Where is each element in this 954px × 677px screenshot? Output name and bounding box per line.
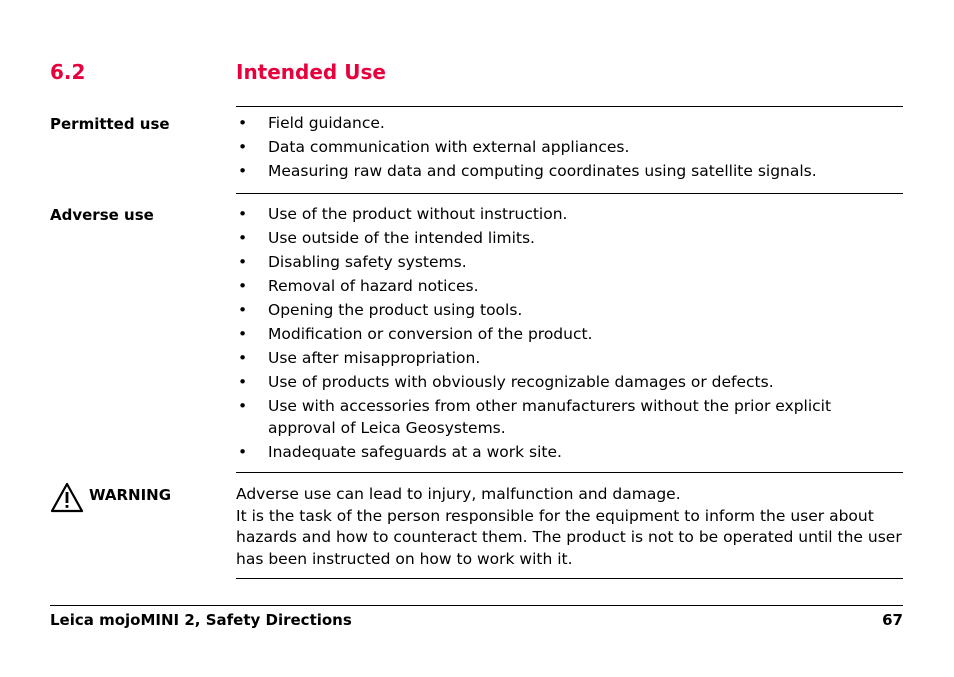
divider: [236, 106, 903, 107]
warning-text: [236, 484, 903, 570]
divider: [236, 578, 903, 579]
bullet-icon: •: [238, 138, 248, 156]
permitted-use-label: Permitted use: [50, 115, 170, 133]
page-number: 67: [882, 611, 903, 629]
list-item: [236, 161, 903, 183]
bullet-icon: •: [238, 442, 248, 461]
list-item-text: Inadequate safeguards at a work site.: [268, 442, 562, 461]
list-item-text: Opening the product using tools.: [268, 301, 523, 319]
bullet-icon: •: [238, 349, 248, 367]
divider: [236, 193, 903, 194]
warning-text-line: Adverse use can lead to injury, malfunction and damage.: [236, 485, 681, 503]
divider: [236, 472, 903, 473]
list-item-text: Use with accessories from other manufacturers without the prior explicit approval of Leica Geosystems.: [268, 397, 832, 437]
bullet-icon: •: [238, 301, 248, 319]
list-item: [236, 113, 903, 135]
adverse-use-label: Adverse use: [50, 206, 154, 224]
bullet-icon: •: [238, 277, 248, 295]
permitted-use-list: [236, 113, 903, 185]
list-item-text: Use outside of the intended limits.: [268, 229, 535, 247]
warning-text-paragraph: It is the task of the person responsible for the equipment to inform the user about hazards and how to counteract them. The product is not to be operated until the user has been instructed on how to work with it.: [236, 506, 902, 568]
footer-title: Leica mojoMINI 2, Safety Directions: [50, 611, 352, 629]
bullet-icon: •: [238, 229, 248, 247]
warning-triangle-icon: [50, 482, 84, 513]
bullet-icon: •: [238, 397, 248, 415]
list-item: [236, 137, 903, 159]
list-item-text: Removal of hazard notices.: [268, 277, 479, 295]
list-item-text: Measuring raw data and computing coordinates using satellite signals.: [268, 162, 817, 180]
list-item: [236, 228, 903, 250]
warning-label: WARNING: [89, 486, 172, 504]
list-item-text: Use of the product without instruction.: [268, 205, 568, 223]
footer-divider: [50, 605, 903, 606]
list-item: [236, 372, 903, 394]
list-item-text: Disabling safety systems.: [268, 253, 467, 271]
list-item-text: Modification or conversion of the product.: [268, 325, 593, 343]
section-title: Intended Use: [236, 60, 386, 84]
list-item: [236, 252, 903, 274]
list-item: [236, 348, 903, 370]
list-item-text: Use of products with obviously recognizable damages or defects.: [268, 373, 774, 391]
bullet-icon: •: [238, 253, 248, 271]
section-number: 6.2: [50, 60, 86, 84]
list-item-text: Use after misappropriation.: [268, 349, 481, 367]
adverse-use-list: [236, 204, 903, 466]
list-item: [236, 324, 903, 346]
list-item: [236, 276, 903, 298]
bullet-icon: •: [238, 162, 248, 180]
bullet-icon: •: [238, 114, 248, 132]
bullet-icon: •: [238, 205, 248, 223]
list-item: [236, 204, 903, 226]
list-item-text: Data communication with external appliances.: [268, 138, 630, 156]
bullet-icon: •: [238, 373, 248, 391]
list-item-text: Field guidance.: [268, 114, 385, 132]
list-item: [236, 300, 903, 322]
list-item: [236, 396, 903, 439]
bullet-icon: •: [238, 325, 248, 343]
list-item: [236, 442, 903, 464]
